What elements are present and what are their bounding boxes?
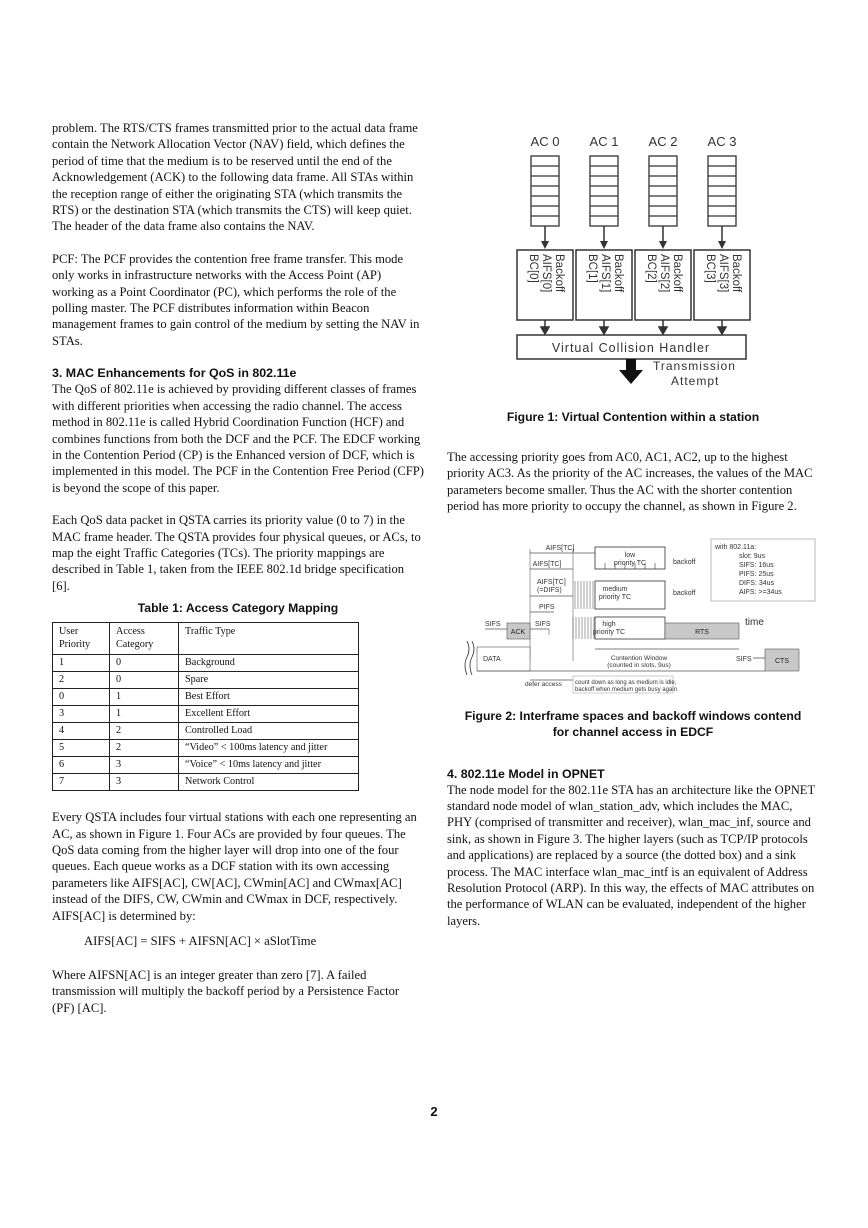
aifs-tc-label: AIFS[TC] [545,544,575,552]
attempt-label: Attempt [671,374,720,388]
sifs-label: SIFS [535,620,551,628]
table-cell: 1 [53,655,110,672]
bc-label: BC[3] [704,254,716,283]
legend-item: AIFS: >=34us [739,588,782,596]
queue-arrow-head [718,241,726,249]
paragraph-pcf: PCF: The PCF provides the contention free frame transfer. This mode only works in infrastructure networks with the Access Point (AP) working as a Point Coordinator (PC), which performs the role of the polling master. The PCF distributes information within Beacon management frames to gain control of the medium by setting the NAV in STAs. [52,251,420,348]
table-cell: 0 [53,689,110,706]
aifs-formula: AIFS[AC] = SIFS + AIFSN[AC] × aSlotTime [84,934,317,948]
table-row [53,757,359,774]
table-row [53,655,359,672]
table-cell: “Voice” < 10ms latency and jitter [179,757,359,774]
transmission-arrow-head [619,370,643,384]
countdown-label: backoff when medium gets busy again [575,686,677,693]
paragraph-rts-cts: problem. The RTS/CTS frames transmitted prior to the actual data frame contain the Network Allocation Vector (NAV) field, which defines the period of time that the medium is to be reserved until the end of the Acknowledgement (ACK) to the following data frame. All STAs within the reception range of either the originating STA (which transmits the RTS) or the destination STA (which transmits the CTS) will keep quiet. The header of the data frame also contains the NAV. [52,121,418,234]
table-header-cell: Traffic Type [179,623,359,655]
paragraph-aifsn: Where AIFSN[AC] is an integer greater than zero [7]. A failed transmission will multiply the backoff period by a Persistence Factor (PF) [AC]. [52,968,400,1015]
contention-window-note: (counted in slots, 9us) [607,661,671,669]
table-cell: 4 [53,723,110,740]
aifs-label: AIFS[1] [599,254,611,293]
table-cell: 0 [110,672,179,689]
table-cell: 6 [53,757,110,774]
table-cell: 1 [110,706,179,723]
figure-1-virtual-contention [447,128,819,396]
low-priority-label: low [624,551,636,559]
figure-1-caption: Figure 1: Virtual Contention within a station [506,410,760,424]
backoff-box-1 [576,250,632,320]
backoff-label: Backoff [730,254,742,293]
table-row [53,723,359,740]
queue-arrow-head [600,241,608,249]
paragraph-accessing-priority: The accessing priority goes from AC0, AC1, AC2, up to the highest priority AC3. As the priority of the AC increases, the values of the MAC parameters become smaller. Thus the AC with the shorter contention period has more priority to occupy the channel, as shown in Figure 2. [447,450,813,514]
page-number: 2 [430,1104,438,1119]
ac-label: AC 3 [707,134,737,149]
table-cell: “Video” < 100ms latency and jitter [179,740,359,757]
transmission-label: Transmission [653,359,736,373]
paragraph-virtual-stations: Every QSTA includes four virtual stations with each one representing an AC, as shown in Figure 1. Four ACs are provided by four queues. The QoS data coming from the higher layer will drop into one of the four queues. Each queue works as a DCF station with its own accessing parameters like AIFS[AC], CW[AC], CWmin[AC] and CWmax[AC] instead of the DIFS, CW, CWmin and CWmax in DCF, respectively. AIFS[AC] is determined by: [52,810,417,923]
table-cell: 2 [110,740,179,757]
legend-title: with 802.11a: [715,543,757,551]
bc-label: BC[2] [645,254,657,283]
cts-label: CTS [775,657,789,665]
backoff-box-3 [694,250,750,320]
table-cell: Network Control [179,774,359,791]
table-cell: 0 [110,655,179,672]
backoff-label: Backoff [553,254,565,293]
aifs-label: AIFS[2] [658,254,670,293]
left-column [52,120,424,1032]
legend-item: PIFS: 25us [739,570,774,578]
table-cell: 7 [53,774,110,791]
virtual-collision-handler-label: Virtual Collision Handler [551,341,711,355]
legend-item: slot: 9us [739,552,766,560]
backoff-box-0 [517,250,573,320]
sifs-label: SIFS [485,620,501,628]
aifs-label: AIFS[3] [717,254,729,293]
ac-label: AC 1 [589,134,619,149]
table-cell: Spare [179,672,359,689]
table-row [53,689,359,706]
table-cell: 5 [53,740,110,757]
legend-item: DIFS: 34us [739,579,775,587]
data-label: DATA [483,655,501,663]
difs-label: (=DIFS) [537,586,562,594]
contention-window-label: Contention Window [610,654,668,662]
table-row [53,706,359,723]
time-label: time [745,616,764,628]
defer-access-label: defer access [525,680,562,688]
table-header-cell: Access Category [110,623,179,655]
table-cell: 2 [110,723,179,740]
table-cell: 3 [53,706,110,723]
table-cell: 2 [53,672,110,689]
countdown-label: count down as long as medium is idle, [575,679,677,686]
ac-queues [531,156,736,249]
medium-priority-label: medium [602,585,628,593]
backoff-box-2 [635,250,691,320]
ac-label: AC 2 [648,134,678,149]
section-heading-4: 4. 802.11e Model in OPNET [447,766,605,781]
table-header-cell: User Priority [53,623,110,655]
section-heading-3: 3. MAC Enhancements for QoS in 802.11e [52,366,297,381]
ack-label: ACK [510,628,526,636]
high-priority-label: priority TC [592,628,626,636]
paragraph-qos: The QoS of 802.11e is achieved by providing different classes of frames with different priorities when accessing the radio channel. The access method in 802.11e is called Hybrid Coordination Function (HCF) and combines functions from both the DCF and the PCF. The EDCF working in the Contention Period (CP) is the Enhanced version of DCF, which is implemented in this model. The PCF in the Contention Free Period (CFP) is beyond the scope of this paper. [52,382,424,495]
table-row [53,740,359,757]
backoff-label: backoff [673,558,696,566]
access-category-table [52,622,359,791]
pifs-label: PIFS [539,603,555,611]
sifs-label: SIFS [736,655,752,663]
table-cell: Background [179,655,359,672]
transmission-arrow-shaft [626,359,636,371]
table-cell: 3 [110,774,179,791]
paragraph-opnet-model: The node model for the 802.11e STA has an architecture like the OPNET standard node model of wlan_station_adv, which includes the MAC, PHY (comprised of transmitter and receiver), wlan_mac_inf, source and sink, as shown in Figure 3. The higher layers (such as TCP/IP protocols and applications) are replaced by a source (the dotted box) and a sink process. The MAC interface wlan_mac_intf is an equivalent of Address Resolution Protocol (ARP). In this way, the effects of MAC attributes on the performance of WLAN can be evaluated, independent of the higher layers. [447,782,815,928]
table-row [53,774,359,791]
low-priority-label: priority TC [613,559,647,567]
aifs-label: AIFS[0] [540,254,552,293]
aifs-tc-label: AIFS[TC] [532,560,562,568]
high-priority-label: high [602,620,616,628]
queue-arrow-head [659,241,667,249]
figure-2-interframe-spaces [447,535,819,697]
table-cell: 3 [110,757,179,774]
paragraph-priority: Each QoS data packet in QSTA carries its priority value (0 to 7) in the MAC frame header. The QSTA provides four physical queues, or ACs, to map the eight Traffic Categories (TCs). The priority mappings are described in Table 1, taken from the IEEE 802.1d bridge specification [6]. [52,513,421,593]
figure-2-caption-line-2: for channel access in EDCF [552,724,714,739]
table-header-row [53,623,359,655]
table-cell: Best Effort [179,689,359,706]
backoff-label: Backoff [671,254,683,293]
right-column [447,128,819,945]
rts-label: RTS [695,628,709,636]
aifs-tc-label: AIFS[TC] [537,578,566,586]
legend-item: SIFS: 16us [739,561,774,569]
backoff-label: Backoff [612,254,624,293]
queue-arrow-head [541,241,549,249]
box-to-handler-arrows [541,320,726,334]
table-cell: Controlled Load [179,723,359,740]
table-cell: Excellent Effort [179,706,359,723]
figure-2-caption-line-1: Figure 2: Interframe spaces and backoff windows contend [464,708,802,723]
table-cell: 1 [110,689,179,706]
medium-priority-label: priority TC [598,593,632,601]
table-caption: Table 1: Access Category Mapping [137,601,339,616]
data-break-marks [465,641,474,675]
backoff-label: backoff [673,589,696,597]
bc-label: BC[1] [586,254,598,283]
ac-label: AC 0 [530,134,560,149]
table-row [53,672,359,689]
bc-label: BC[0] [527,254,539,283]
